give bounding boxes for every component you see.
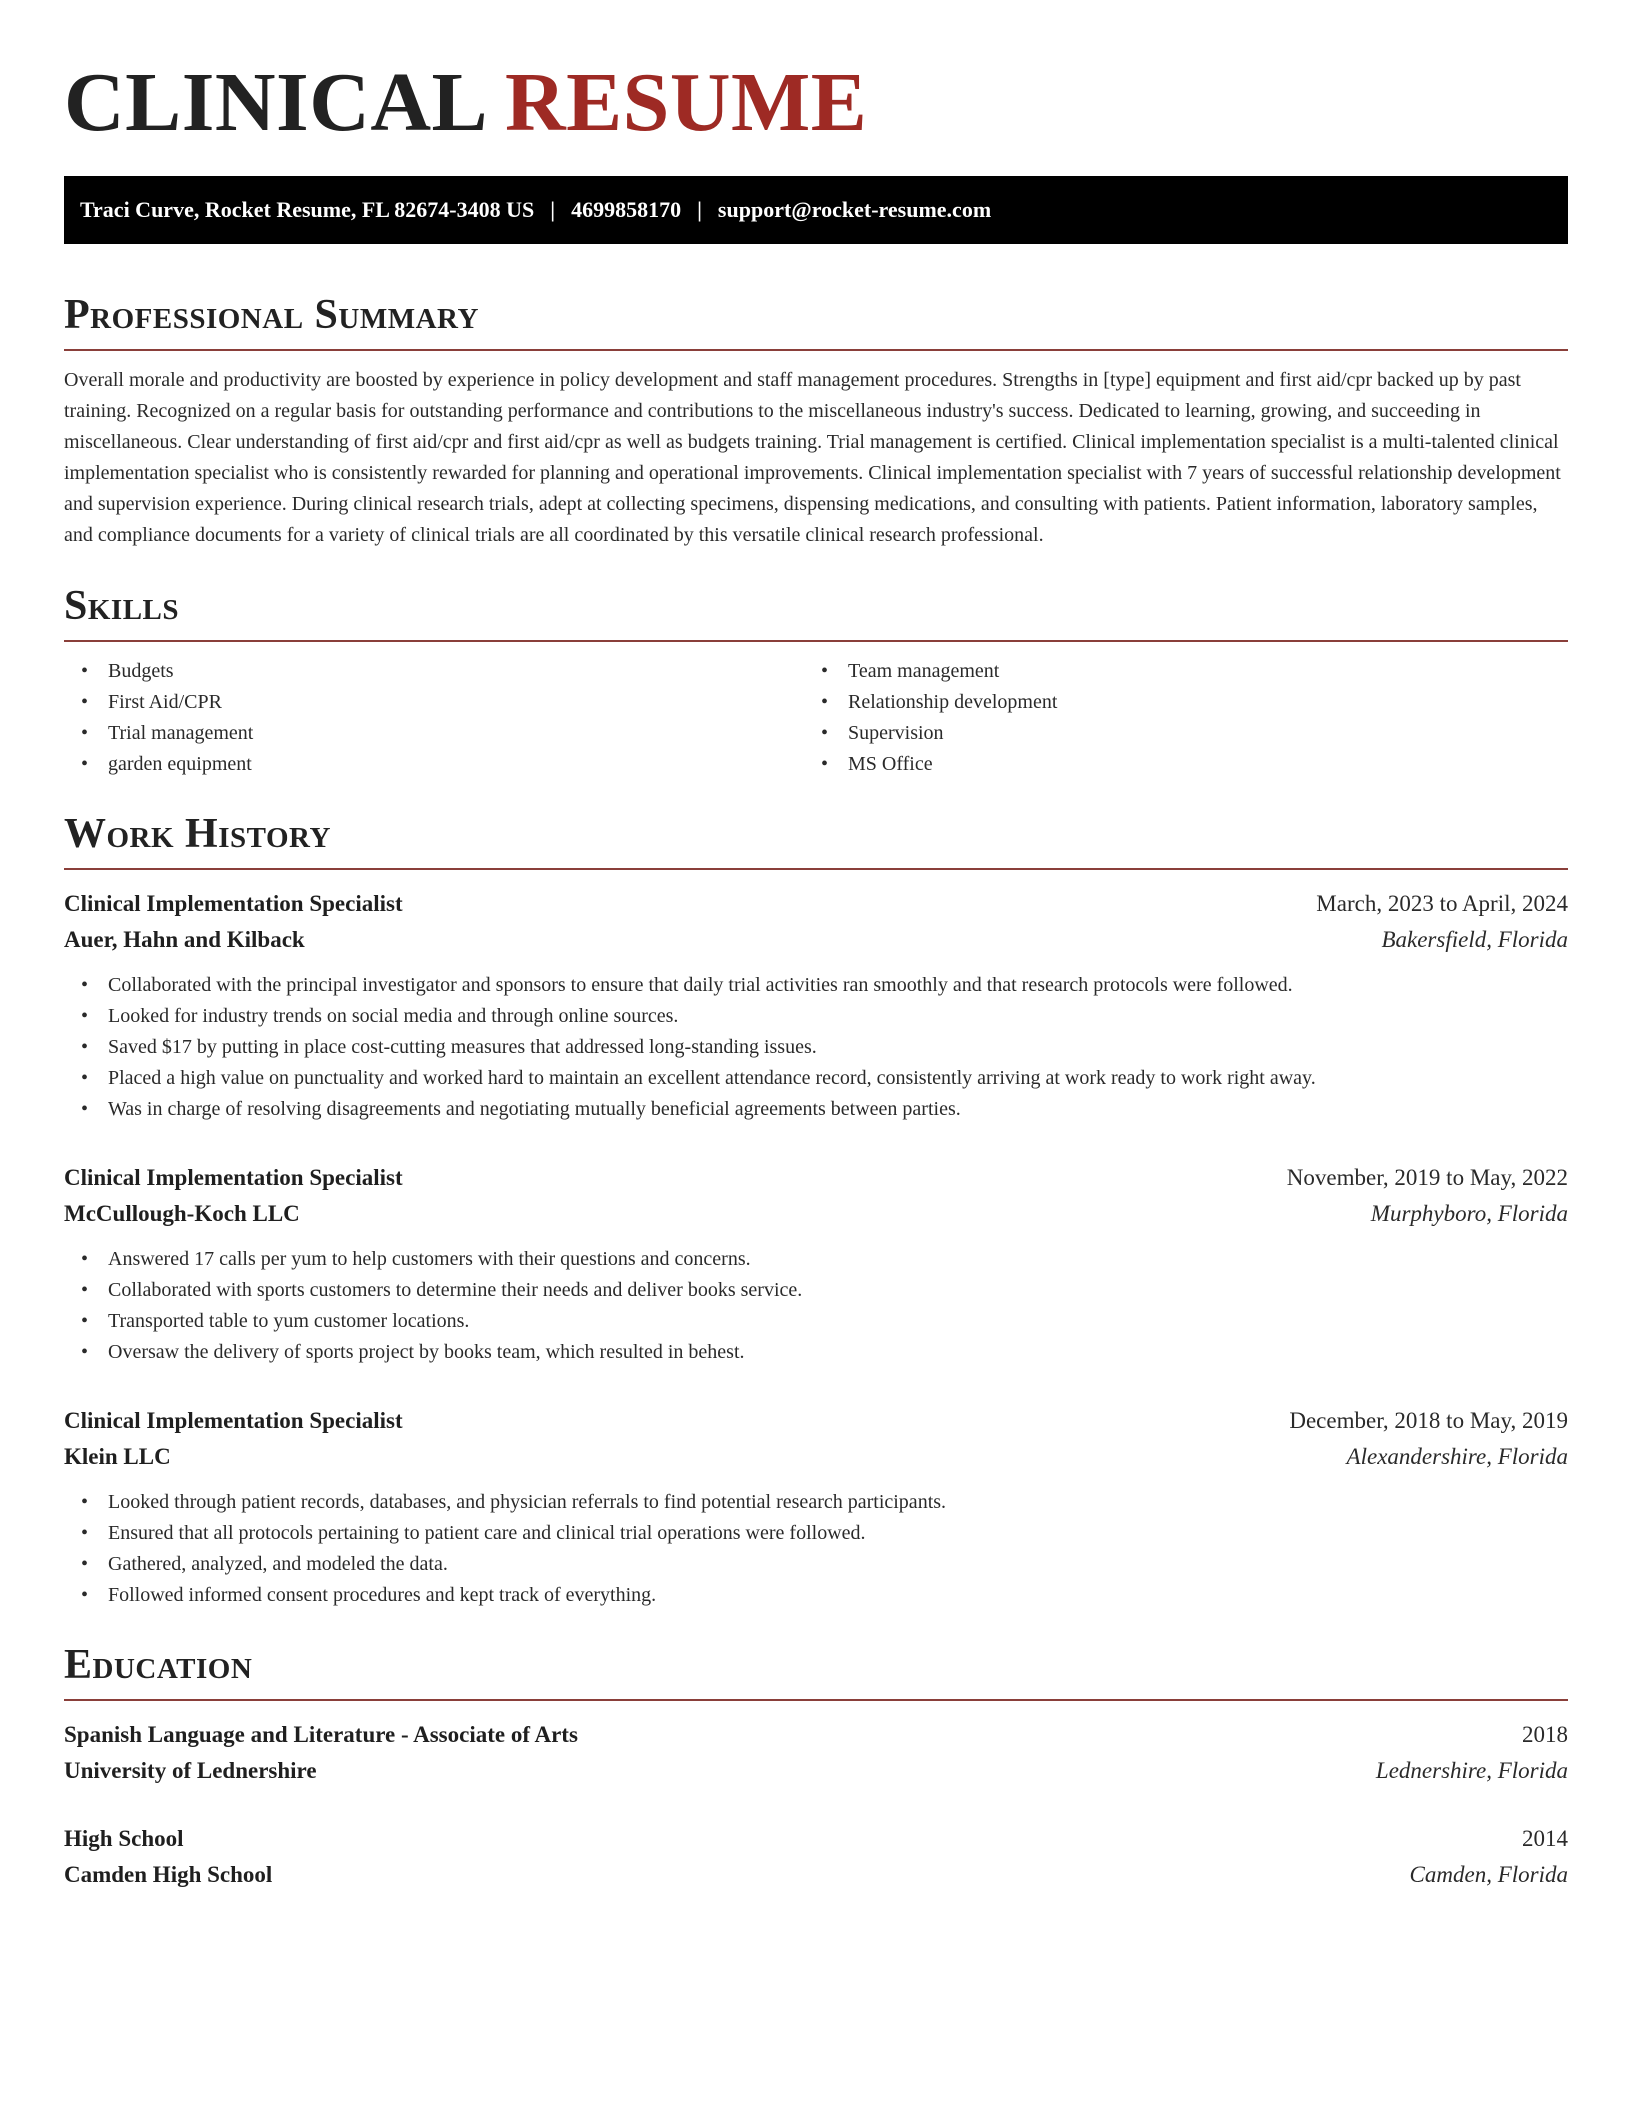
job-duty-item: • Answered 17 calls per yum to help customers with their questions and concerns. — [64, 1244, 1568, 1275]
work-heading: Work History — [64, 811, 331, 857]
job-company-row — [64, 1196, 1568, 1232]
education-year: 2014 — [1522, 1826, 1568, 1851]
job-entry — [64, 1160, 1568, 1368]
skills-columns — [64, 656, 1568, 780]
job-dates: November, 2019 to May, 2022 — [1286, 1165, 1568, 1190]
contact-address: Traci Curve, Rocket Resume, FL 82674-3408 US — [80, 197, 535, 222]
job-location: Alexandershire, Florida — [1346, 1444, 1568, 1469]
job-title: Clinical Implementation Specialist — [64, 1408, 403, 1433]
skills-heading: Skills — [64, 583, 180, 629]
contact-bar — [64, 176, 1568, 244]
job-company-row — [64, 1439, 1568, 1475]
job-duty-item: • Gathered, analyzed, and modeled the data. — [64, 1549, 1568, 1580]
job-company: Klein LLC — [64, 1444, 171, 1469]
education-school: Camden High School — [64, 1862, 273, 1887]
title-accent-word: RESUME — [504, 56, 868, 149]
skill-item: • Budgets — [64, 656, 804, 687]
section-divider — [64, 349, 1568, 351]
education-entry — [64, 1821, 1568, 1893]
job-dates: December, 2018 to May, 2019 — [1289, 1408, 1568, 1433]
job-entry — [64, 1403, 1568, 1611]
contact-phone: 4699858170 — [571, 197, 682, 222]
education-entry — [64, 1717, 1568, 1789]
summary-text: Overall morale and productivity are boosted by experience in policy development and staff management procedures. Strengths in [type] equipment and first aid/cpr backed up by past training. Recognized on a regular basis for outstanding performance and contributions to the miscellaneous industry's success. Dedicated to learning, growing, and succeeding in miscellaneous. Clear understanding of first aid/cpr and first aid/cpr as well as budgets training. Trial management is certified. Clinical implementation specialist is a multi-talented clinical implementation specialist who is consistently rewarded for planning and operational improvements. Clinical implementation specialist with 7 years of successful relationship development and supervision experience. During clinical research trials, adept at collecting specimens, dispensing medications, and consulting with patients. Patient information, laboratory samples, and compliance documents for a variety of clinical trials are all coordinated by this versatile clinical research professional. — [64, 369, 1561, 546]
job-duty-item: • Was in charge of resolving disagreements and negotiating mutually beneficial agreements between parties. — [64, 1094, 1568, 1125]
skill-item: • Trial management — [64, 718, 804, 749]
skill-item: • Supervision — [804, 718, 1544, 749]
job-duty-item: • Ensured that all protocols pertaining to patient care and clinical trial operations were followed. — [64, 1518, 1568, 1549]
job-duty-item: • Oversaw the delivery of sports project by books team, which resulted in behest. — [64, 1337, 1568, 1368]
job-duty-item: • Transported table to yum customer locations. — [64, 1306, 1568, 1337]
job-location: Murphyboro, Florida — [1370, 1201, 1568, 1226]
job-entry — [64, 886, 1568, 1125]
education-heading: Education — [64, 1642, 253, 1688]
job-duty-item: • Saved $17 by putting in place cost-cutting measures that addressed long-standing issues. — [64, 1032, 1568, 1063]
job-title: Clinical Implementation Specialist — [64, 1165, 403, 1190]
education-school: University of Lednershire — [64, 1758, 317, 1783]
section-divider — [64, 868, 1568, 870]
job-company: Auer, Hahn and Kilback — [64, 927, 305, 952]
job-title-row — [64, 1403, 1568, 1439]
job-location: Bakersfield, Florida — [1381, 927, 1568, 952]
title-dark-word: CLINICAL — [64, 56, 484, 149]
job-duty-item: • Placed a high value on punctuality and worked hard to maintain an excellent attendance record, consistently arriving at work ready to work right away. — [64, 1063, 1568, 1094]
education-degree-row — [64, 1717, 1568, 1753]
job-duty-item: • Looked through patient records, databases, and physician referrals to find potential research participants. — [64, 1487, 1568, 1518]
education-degree-row — [64, 1821, 1568, 1857]
job-duties — [64, 970, 1568, 1125]
education-school-row — [64, 1753, 1568, 1789]
education-year: 2018 — [1522, 1722, 1568, 1747]
job-title: Clinical Implementation Specialist — [64, 891, 403, 916]
skill-item: • Relationship development — [804, 687, 1544, 718]
education-degree: Spanish Language and Literature - Associate of Arts — [64, 1722, 578, 1747]
skills-section — [64, 580, 1568, 780]
contact-email: support@rocket-resume.com — [717, 197, 992, 222]
job-title-row — [64, 886, 1568, 922]
skill-item: • First Aid/CPR — [64, 687, 804, 718]
skill-item: • garden equipment — [64, 749, 804, 780]
work-section — [64, 808, 1568, 1611]
skills-list-left — [64, 656, 804, 780]
contact-separator: | — [550, 197, 556, 222]
job-duties — [64, 1487, 1568, 1611]
resume-title — [64, 0, 1568, 156]
job-dates: March, 2023 to April, 2024 — [1316, 891, 1568, 916]
contact-separator: | — [697, 197, 702, 222]
education-degree: High School — [64, 1826, 184, 1851]
job-company-row — [64, 922, 1568, 958]
section-divider — [64, 1699, 1568, 1701]
job-duty-item: • Collaborated with sports customers to determine their needs and deliver books service. — [64, 1275, 1568, 1306]
education-location: Lednershire, Florida — [1375, 1758, 1568, 1783]
skill-item: • MS Office — [804, 749, 1544, 780]
education-section — [64, 1639, 1568, 1893]
summary-heading: Professional Summary — [64, 292, 479, 338]
job-duties — [64, 1244, 1568, 1368]
skills-list-right — [804, 656, 1544, 780]
job-title-row — [64, 1160, 1568, 1196]
job-duty-item: • Collaborated with the principal investigator and sponsors to ensure that daily trial activities ran smoothly and that research protocols were followed. — [64, 970, 1568, 1001]
summary-section — [64, 289, 1568, 551]
section-divider — [64, 640, 1568, 642]
skill-item: • Team management — [804, 656, 1544, 687]
education-school-row — [64, 1857, 1568, 1893]
education-location: Camden, Florida — [1409, 1862, 1568, 1887]
job-duty-item: • Looked for industry trends on social media and through online sources. — [64, 1001, 1568, 1032]
job-duty-item: • Followed informed consent procedures and kept track of everything. — [64, 1580, 1568, 1611]
job-company: McCullough-Koch LLC — [64, 1201, 300, 1226]
